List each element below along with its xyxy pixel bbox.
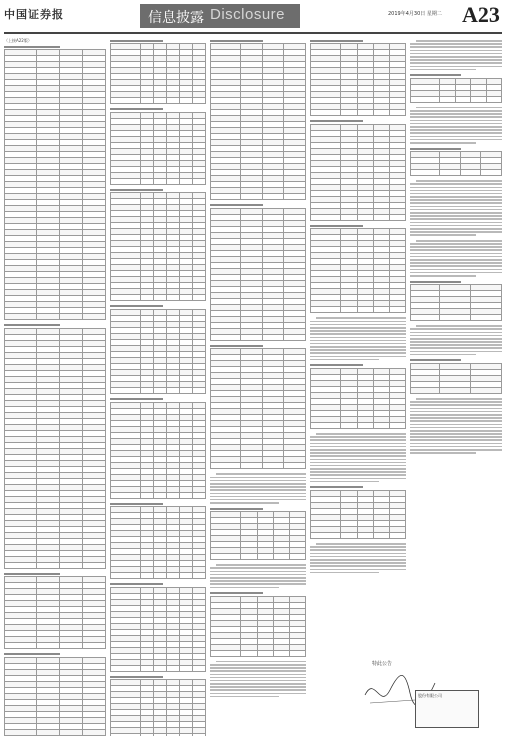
text-line: [410, 113, 502, 115]
text-line: [410, 443, 502, 445]
text-line: [210, 571, 306, 573]
text-line: [210, 567, 306, 569]
table-title: [210, 345, 263, 347]
text-line: [410, 404, 502, 406]
table-title: [110, 503, 163, 505]
text-line: [410, 46, 502, 48]
text-line: [310, 333, 406, 335]
financial-table: [210, 208, 306, 341]
text-line: [410, 116, 502, 118]
text-line: [410, 424, 502, 426]
column-4: [310, 38, 406, 736]
text-line: [410, 427, 502, 429]
financial-table: [110, 192, 206, 301]
text-line: [410, 43, 502, 45]
text-line: [416, 180, 502, 182]
text-line: [410, 338, 502, 340]
financial-table: [110, 402, 206, 499]
text-line: [210, 686, 306, 688]
text-line: [410, 408, 502, 410]
table-title: [310, 486, 363, 488]
text-line: [310, 559, 406, 561]
table-title: [310, 225, 363, 227]
text-line: [410, 215, 502, 217]
text-line: [210, 583, 306, 585]
text-line: [410, 231, 502, 233]
text-line: [310, 455, 406, 457]
text-line: [410, 269, 502, 271]
text-line: [410, 347, 502, 349]
text-line: [310, 572, 379, 574]
text-line: [316, 317, 406, 319]
issue-date: 2019年4月30日 星期二: [388, 11, 442, 17]
table-title: [110, 189, 163, 191]
text-line: [410, 417, 502, 419]
notice-closing: 特此公告: [372, 661, 393, 667]
text-line: [410, 209, 502, 211]
text-line: [410, 206, 502, 208]
text-paragraph: [210, 564, 306, 588]
header-rule: [4, 32, 502, 34]
text-line: [410, 129, 502, 131]
text-line: [310, 343, 406, 345]
text-line: [410, 228, 502, 230]
financial-table: [210, 596, 306, 657]
text-line: [410, 411, 502, 413]
text-line: [416, 325, 502, 327]
financial-table: [110, 587, 206, 672]
text-line: [410, 351, 502, 353]
financial-table: [310, 368, 406, 429]
table-title: [210, 592, 263, 594]
text-line: [410, 66, 502, 68]
text-line: [310, 439, 406, 441]
text-line: [310, 337, 406, 339]
table-title: [310, 40, 363, 42]
text-line: [410, 328, 502, 330]
text-line: [210, 493, 306, 495]
text-line: [410, 142, 476, 144]
table-title: [4, 653, 60, 655]
text-line: [210, 587, 279, 589]
text-line: [210, 696, 279, 698]
table-title: [410, 359, 461, 361]
text-line: [210, 502, 279, 504]
text-line: [410, 120, 502, 122]
page-header: [0, 0, 506, 32]
text-line: [210, 683, 306, 685]
financial-table: [4, 657, 106, 736]
text-paragraph: [410, 398, 502, 454]
text-paragraph: [410, 240, 502, 277]
text-line: [410, 110, 502, 112]
text-line: [310, 449, 406, 451]
text-line: [310, 562, 406, 564]
text-line: [410, 126, 502, 128]
text-line: [410, 436, 502, 438]
financial-table: [210, 43, 306, 200]
text-line: [410, 62, 502, 64]
table-title: [110, 305, 163, 307]
text-line: [410, 183, 502, 185]
text-paragraph: [310, 543, 406, 573]
financial-table: [110, 679, 206, 736]
text-line: [410, 430, 502, 432]
text-line: [410, 59, 502, 61]
financial-table: [410, 78, 502, 103]
text-line: [416, 107, 502, 109]
text-line: [410, 249, 502, 251]
financial-table: [310, 490, 406, 539]
text-line: [210, 670, 306, 672]
text-line: [410, 446, 502, 448]
text-line: [210, 496, 306, 498]
text-paragraph: [410, 325, 502, 355]
financial-table: [4, 328, 106, 569]
stamp-text: 股份有限公司: [418, 693, 442, 698]
text-line: [310, 468, 406, 470]
table-title: [4, 46, 60, 48]
text-line: [310, 352, 406, 354]
text-line: [410, 439, 502, 441]
text-line: [210, 489, 306, 491]
table-title: [4, 324, 60, 326]
text-line: [210, 483, 306, 485]
text-line: [410, 401, 502, 403]
text-line: [410, 69, 476, 71]
text-line: [310, 556, 406, 558]
text-line: [310, 349, 406, 351]
text-line: [210, 499, 306, 501]
text-line: [410, 262, 502, 264]
text-paragraph: [410, 107, 502, 144]
text-line: [310, 330, 406, 332]
text-line: [210, 693, 306, 695]
text-line: [210, 677, 306, 679]
table-title: [4, 573, 60, 575]
text-line: [410, 256, 502, 258]
text-line: [216, 473, 306, 475]
column-5: [410, 38, 502, 736]
text-line: [310, 359, 379, 361]
table-title: [110, 398, 163, 400]
financial-table: [310, 124, 406, 221]
text-line: [310, 452, 406, 454]
text-line: [410, 265, 502, 267]
text-line: [310, 356, 406, 358]
text-line: [210, 689, 306, 691]
company-stamp: [415, 690, 479, 728]
text-line: [310, 465, 406, 467]
text-line: [310, 565, 406, 567]
financial-table: [110, 112, 206, 185]
table-title: [310, 120, 363, 122]
text-line: [310, 346, 406, 348]
financial-table: [410, 284, 502, 321]
financial-table: [110, 43, 206, 104]
table-title: [210, 204, 263, 206]
text-line: [310, 321, 406, 323]
column-2: [110, 38, 206, 736]
text-line: [210, 580, 306, 582]
text-line: [410, 190, 502, 192]
text-line: [410, 53, 502, 55]
table-title: [210, 508, 263, 510]
text-line: [410, 253, 502, 255]
text-line: [410, 243, 502, 245]
text-line: [210, 574, 306, 576]
text-line: [310, 478, 406, 480]
financial-table: [410, 151, 502, 176]
financial-table: [410, 363, 502, 394]
text-line: [310, 327, 406, 329]
newspaper-logo: 中国证券报: [4, 8, 64, 21]
text-line: [410, 199, 502, 201]
text-line: [310, 324, 406, 326]
text-line: [410, 420, 502, 422]
text-line: [410, 332, 502, 334]
text-line: [216, 661, 306, 663]
text-line: [210, 480, 306, 482]
text-line: [416, 398, 502, 400]
text-line: [316, 543, 406, 545]
text-line: [410, 136, 502, 138]
text-paragraph: [310, 433, 406, 482]
text-line: [210, 664, 306, 666]
financial-table: [310, 43, 406, 116]
text-line: [410, 259, 502, 261]
continued-from-label: （上接A22版）: [4, 38, 32, 43]
text-line: [410, 50, 502, 52]
table-title: [210, 40, 263, 42]
text-line: [410, 275, 476, 277]
table-title: [410, 281, 461, 283]
text-line: [410, 193, 502, 195]
table-title: [110, 40, 163, 42]
table-title: [110, 108, 163, 110]
table-title: [410, 148, 461, 150]
column-3: [210, 38, 306, 736]
section-banner: [140, 4, 300, 28]
table-title: [110, 583, 163, 585]
text-line: [310, 446, 406, 448]
text-line: [210, 577, 306, 579]
text-paragraph: [210, 661, 306, 698]
text-line: [310, 474, 406, 476]
page-number: A23: [462, 2, 500, 27]
text-line: [310, 462, 406, 464]
text-line: [310, 481, 379, 483]
text-line: [310, 436, 406, 438]
text-line: [210, 674, 306, 676]
text-line: [216, 564, 306, 566]
text-line: [310, 340, 406, 342]
text-paragraph: [410, 180, 502, 236]
text-line: [410, 414, 502, 416]
text-line: [310, 471, 406, 473]
text-line: [210, 477, 306, 479]
financial-table: [110, 309, 206, 394]
table-title: [410, 74, 461, 76]
text-line: [410, 56, 502, 58]
financial-table: [4, 576, 106, 649]
text-line: [410, 449, 502, 451]
text-line: [310, 443, 406, 445]
text-line: [410, 354, 476, 356]
text-line: [410, 272, 502, 274]
text-line: [310, 569, 406, 571]
column-1: [4, 38, 106, 736]
text-paragraph: [410, 40, 502, 70]
text-line: [310, 553, 406, 555]
text-line: [210, 667, 306, 669]
text-line: [410, 234, 476, 236]
section-title-en: Disclosure: [210, 6, 286, 23]
text-line: [410, 341, 502, 343]
text-line: [410, 344, 502, 346]
table-title: [310, 364, 363, 366]
section-title-cn: 信息披露: [148, 10, 204, 26]
text-line: [410, 452, 476, 454]
financial-table: [4, 49, 106, 320]
financial-table: [310, 228, 406, 313]
text-line: [410, 225, 502, 227]
text-line: [410, 433, 502, 435]
text-line: [410, 123, 502, 125]
text-line: [416, 240, 502, 242]
text-paragraph: [210, 473, 306, 503]
text-line: [210, 680, 306, 682]
text-line: [410, 222, 502, 224]
text-line: [410, 202, 502, 204]
text-line: [310, 459, 406, 461]
text-line: [416, 40, 502, 42]
text-line: [410, 187, 502, 189]
financial-table: [210, 348, 306, 469]
financial-table: [110, 506, 206, 579]
text-line: [410, 218, 502, 220]
text-line: [410, 139, 502, 141]
table-title: [110, 676, 163, 678]
text-line: [410, 212, 502, 214]
text-line: [310, 549, 406, 551]
text-line: [316, 433, 406, 435]
financial-table: [210, 511, 306, 560]
text-line: [410, 196, 502, 198]
text-paragraph: [310, 317, 406, 360]
text-line: [210, 486, 306, 488]
text-line: [310, 546, 406, 548]
text-line: [410, 246, 502, 248]
text-line: [410, 335, 502, 337]
text-line: [410, 132, 502, 134]
